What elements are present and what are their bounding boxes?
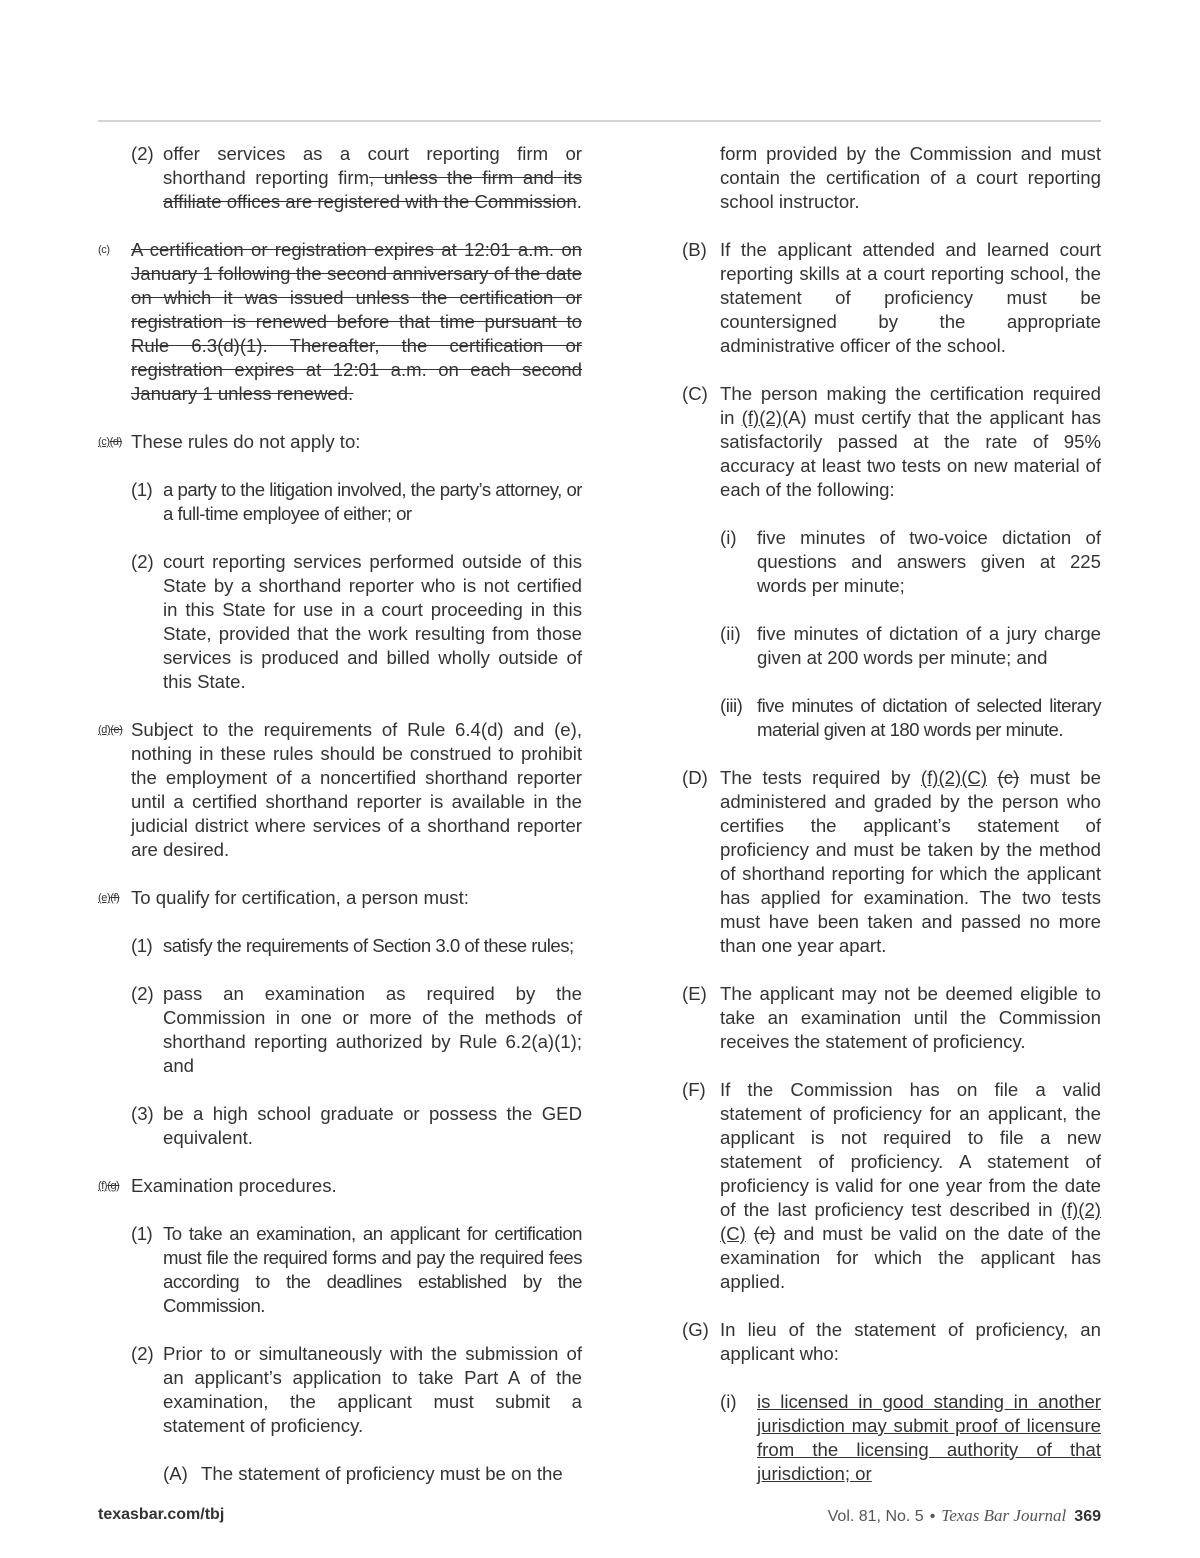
list-item-f1 <box>98 1222 582 1318</box>
footer-website: texasbar.com/tbj <box>98 1506 225 1523</box>
list-item-e1 <box>98 934 582 958</box>
item-text-cont: (A) must certify that the applicant has satisfactorily passed at the rate of 95% accuracy at least two tests on new material of each of the following: <box>720 407 1101 500</box>
item-text: be a high school graduate or possess the GED equivalent. <box>163 1103 582 1148</box>
inserted-reference: (f)(2)(C) <box>720 1199 1101 1244</box>
inserted-reference: (f)(2)(C) <box>920 767 988 788</box>
item-text: five minutes of dictation of a jury charge given at 200 words per minute; and <box>757 623 1101 668</box>
deleted-reference: (c) <box>753 1223 776 1244</box>
deleted-label: (e) <box>110 724 123 736</box>
section-c <box>98 430 582 454</box>
item-label: (1) <box>131 479 153 500</box>
item-text: Subject to the requirements of Rule 6.4(d) and (e), nothing in these rules should be construed to prohibit the employment of a noncertified shorthand reporter until a certified shorthand reporter is available in the judicial district where services of a shorthand reporter are desired. <box>131 719 582 860</box>
item-label: (A) <box>163 1463 188 1484</box>
item-label: (2) <box>131 983 154 1004</box>
list-item-Ci <box>682 526 1101 598</box>
item-label: (D) <box>682 767 708 788</box>
list-item-G <box>682 1318 1101 1366</box>
item-label: (1) <box>131 1223 153 1244</box>
item-text: offer services as a court reporting firm or shorthand reporting firm <box>163 143 582 188</box>
item-text-end: . <box>576 191 582 212</box>
item-label: (2) <box>131 551 154 572</box>
item-text: The applicant may not be deemed eligible to take an examination until the Commission receives the statement of proficiency. <box>720 983 1101 1052</box>
item-text: satisfy the requirements of Section 3.0 of these rules; <box>163 935 574 956</box>
list-item-a2 <box>98 142 582 214</box>
list-item-e2 <box>98 982 582 1078</box>
inserted-label: (d) <box>98 724 111 736</box>
inserted-item-Gi <box>682 1390 1101 1486</box>
page-number: 369 <box>1074 1508 1101 1525</box>
inserted-label: (c) <box>98 436 110 448</box>
bullet-separator: • <box>929 1508 936 1525</box>
item-text: five minutes of two-voice dictation of questions and answers given at 225 words per minute; <box>757 527 1101 596</box>
deleted-text: A certification or registration expires at 12:01 a.m. on January 1 following the second anniversary of the date on which it was issued unless the certification or registration is renewed before that time pursuant to Rule 6.3(d)(1). Thereafter, the certification or registration expires at 12:01 a.m. on each second January 1 unless renewed. <box>131 239 582 404</box>
list-item-c2 <box>98 550 582 694</box>
item-text: pass an examination as required by the Commission in one or more of the methods of shorthand reporting authorized by Rule 6.2(a)(1); and <box>163 983 582 1076</box>
inserted-reference: (f)(2) <box>741 407 782 428</box>
list-item-E <box>682 982 1101 1054</box>
deleted-section-c <box>98 238 582 406</box>
volume-label: Vol. 81, No. 5 <box>827 1508 924 1525</box>
list-item-B <box>682 238 1101 358</box>
item-text: The tests required by <box>720 767 911 788</box>
item-label: (3) <box>131 1103 154 1124</box>
list-item-D <box>682 766 1101 958</box>
list-item-f2A <box>98 1462 582 1486</box>
item-text: If the Commission has on file a valid statement of proficiency for an applicant, the applicant is not required to file a new statement of proficiency. A statement of proficiency is valid for one year from the date of the last proficiency test described in <box>720 1079 1101 1220</box>
section-e <box>98 886 582 910</box>
section-f <box>98 1174 582 1198</box>
right-column <box>682 142 1101 1510</box>
inserted-label: (f) <box>98 1180 108 1192</box>
section-label <box>98 430 122 454</box>
item-label: (1) <box>131 935 153 956</box>
list-item-f2 <box>98 1342 582 1438</box>
item-label: (iii) <box>720 695 743 716</box>
left-column <box>98 142 582 1510</box>
inserted-text: is licensed in good standing in another jurisdiction may submit proof of licensure from the licensing authority of that jurisdiction; or <box>757 1391 1101 1484</box>
item-text-cont: must be administered and graded by the person who certifies the applicant’s statement of proficiency and must be taken by the method of shorthand reporting for which the applicant has applied for examination. The two tests must have been taken and passed no more than one year apart. <box>720 767 1101 956</box>
footer-issue-info <box>828 1506 1101 1526</box>
deleted-text: , unless the firm and its affiliate offices are registered with the Commission <box>163 167 582 212</box>
item-text: The person making the certification required in <box>720 383 1101 428</box>
deleted-label: (d) <box>109 436 122 448</box>
item-label: (F) <box>682 1079 706 1100</box>
item-text: These rules do not apply to: <box>131 431 361 452</box>
journal-name: Texas Bar Journal <box>941 1506 1067 1525</box>
list-item-e3 <box>98 1102 582 1150</box>
item-label: (2) <box>131 143 154 164</box>
item-text: court reporting services performed outside of this State by a shorthand reporter who is not certified in this State for use in a court proceeding in this State, provided that the work resulting from those services is produced and billed wholly outside of this State. <box>163 551 582 692</box>
item-text: a party to the litigation involved, the party’s attorney, or a full-time employee of either; or <box>163 479 582 524</box>
item-label: (ii) <box>720 623 741 644</box>
list-item-Cii <box>682 622 1101 670</box>
item-text: form provided by the Commission and must contain the certification of a court reporting school instructor. <box>720 143 1101 212</box>
deleted-reference: (c) <box>997 767 1020 788</box>
item-label: (2) <box>131 1343 154 1364</box>
item-text: The statement of proficiency must be on the <box>201 1463 563 1484</box>
section-label <box>98 1174 119 1198</box>
deleted-label: (g) <box>107 1180 120 1192</box>
item-label: (B) <box>682 239 707 260</box>
inserted-label: (e) <box>98 892 111 904</box>
section-label <box>98 886 119 910</box>
item-label: (C) <box>682 383 708 404</box>
item-text: In lieu of the statement of proficiency, an applicant who: <box>720 1319 1101 1364</box>
item-text: five minutes of dictation of selected literary material given at 180 words per minute. <box>757 695 1101 740</box>
list-item-Ciii <box>682 694 1101 742</box>
item-text-cont: and must be valid on the date of the examination for which the applicant has applied. <box>720 1223 1101 1292</box>
section-d <box>98 718 582 862</box>
list-item-A-continued <box>682 142 1101 214</box>
item-label: (c) <box>98 244 110 256</box>
header-rule <box>98 120 1101 122</box>
item-text: To take an examination, an applicant for certification must file the required forms and pay the required fees according to the deadlines established by the Commission. <box>163 1223 582 1316</box>
item-text: If the applicant attended and learned court reporting skills at a court reporting school, the statement of proficiency must be countersigned by the appropriate administrative officer of the school. <box>720 239 1101 356</box>
deleted-label: (f) <box>110 892 120 904</box>
list-item-F <box>682 1078 1101 1294</box>
list-item-C <box>682 382 1101 502</box>
section-label <box>98 718 123 742</box>
item-label: (i) <box>720 1391 737 1412</box>
list-item-c1 <box>98 478 582 526</box>
item-text: Examination procedures. <box>131 1175 337 1196</box>
item-label: (E) <box>682 983 707 1004</box>
item-text: To qualify for certification, a person must: <box>131 887 469 908</box>
item-label: (G) <box>682 1319 709 1340</box>
item-text: Prior to or simultaneously with the submission of an applicant’s application to take Part A of the examination, the applicant must submit a statement of proficiency. <box>163 1343 582 1436</box>
item-label: (i) <box>720 527 737 548</box>
